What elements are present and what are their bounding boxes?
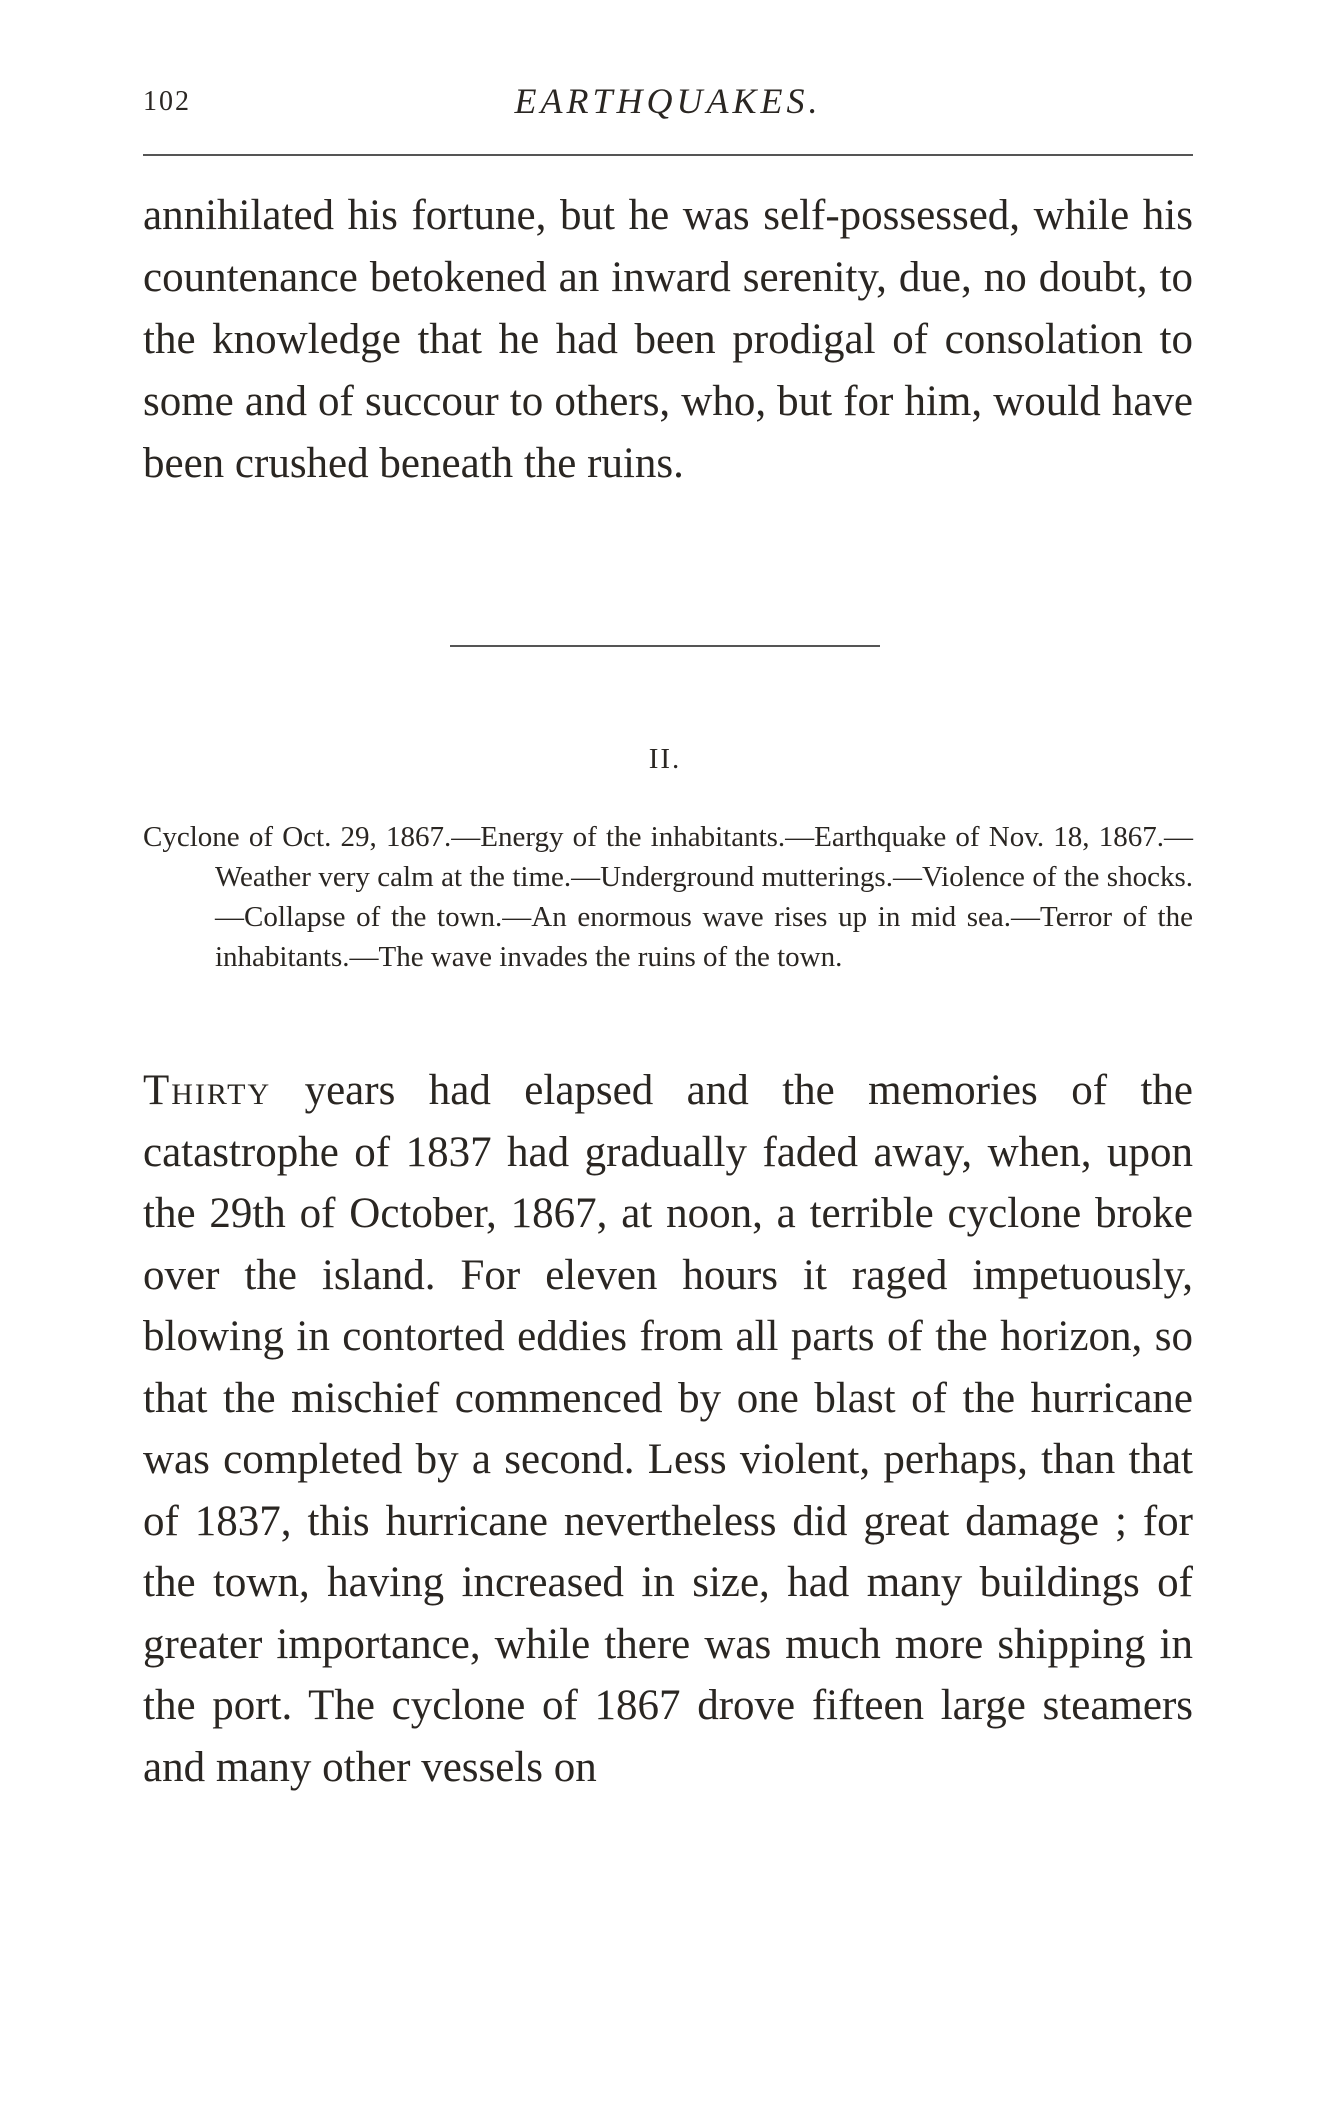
header-rule	[143, 154, 1193, 156]
section-divider	[450, 645, 880, 647]
running-head	[143, 81, 1193, 126]
lead-word: Thirty	[143, 1067, 272, 1114]
section-number: II.	[648, 743, 682, 775]
running-title: EARTHQUAKES.	[514, 81, 822, 121]
paragraph-opening	[143, 1060, 1193, 1798]
page-number: 102	[143, 86, 191, 117]
section-summary: Cyclone of Oct. 29, 1867.—Energy of the inhabitants.—Earthquake of Nov. 18, 1867.—Weather very calm at the time.—Underground mutterings.—Violence of the shocks.—Collapse of the town.—An enormous wave rises up in mid sea.—Terror of the inhabitants.—The wave invades the ruins of the town.	[143, 821, 1193, 973]
paragraph-continuation: annihilated his fortune, but he was self-possessed, while his countenance betokened an inward serenity, due, no doubt, to the knowledge that he had been prodigal of consolation to some and of succour to others, who, but for him, would have been crushed beneath the ruins.	[143, 192, 1193, 487]
paragraph-body: years had elapsed and the memories of the catastrophe of 1837 had gradually faded away, when, upon the 29th of October, 1867, at noon, a terrible cyclone broke over the island. For eleven hours it raged impetuously, blowing in contorted eddies from all parts of the horizon, so that the mischief commenced by one blast of the hurricane was completed by a second. Less violent, perhaps, than that of 1837, this hurricane nevertheless did great damage ; for the town, having increased in size, had many buildings of greater importance, while there was much more shipping in the port. The cyclone of 1867 drove fifteen large steamers and many other vessels on	[143, 1067, 1193, 1791]
